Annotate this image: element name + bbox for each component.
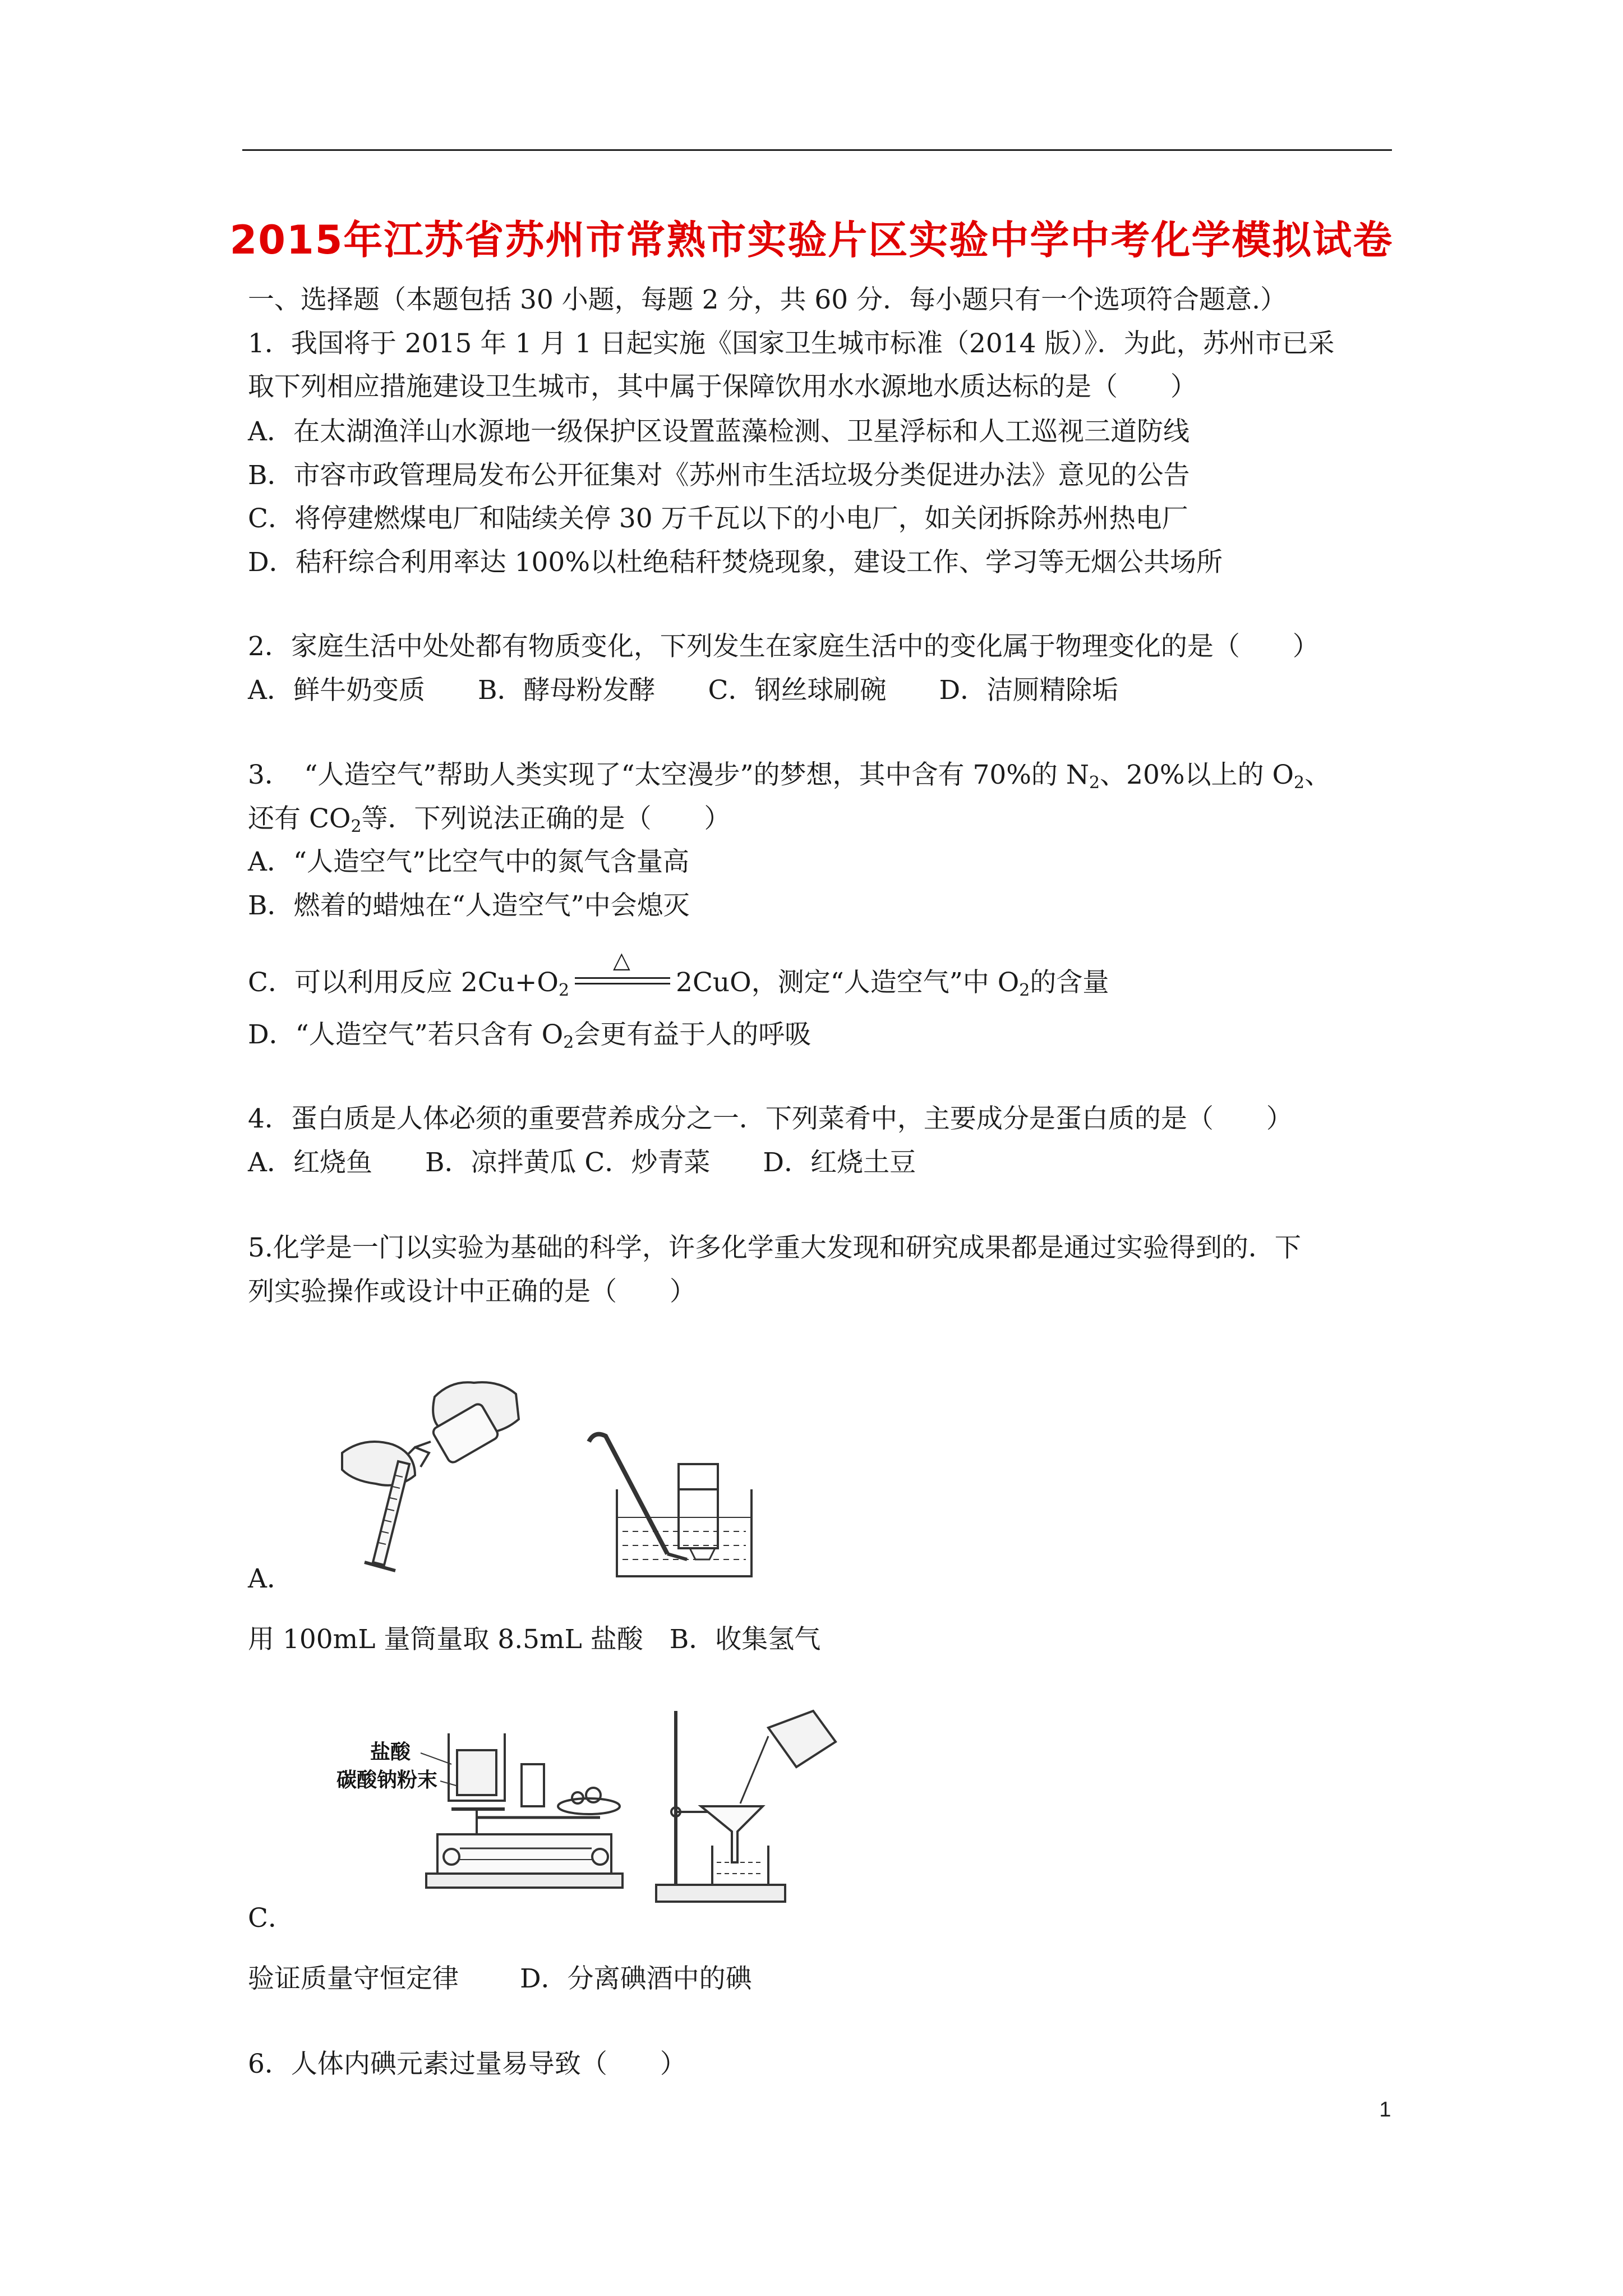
q5-stem-line1: 5.化学是一门以实验为基础的科学，许多化学重大发现和研究成果都是通过实验得到的．下	[248, 1232, 1301, 1263]
q1-stem-line2: 取下列相应措施建设卫生城市，其中属于保障饮用水水源地水质达标的是（ ）	[248, 371, 1197, 402]
q3-option-c: C．可以利用反应 $2Cu+O_2$ △ 2CuO，测定“人造空气”中 $O_2$的含量	[248, 947, 1109, 1000]
reaction-condition-arrow: △	[569, 966, 676, 1000]
q2-stem: 2．家庭生活中处处都有物质变化，下列发生在家庭生活中的变化属于物理变化的是（ ）	[248, 631, 1319, 662]
q5-stem-line2: 列实验操作或设计中正确的是（ ）	[248, 1276, 696, 1307]
q1-option-d: D．秸秆综合利用率达 100%以杜绝秸秆焚烧现象，建设工作、学习等无烟公共场所	[248, 547, 1223, 578]
q3-stem-line2: 还有 $CO_2$等．下列说法正确的是（ ）	[248, 803, 731, 836]
q6-stem: 6．人体内碘元素过量易导致（ ）	[248, 2049, 686, 2079]
q1-stem-line1: 1．我国将于 2015 年 1 月 1 日起实施《国家卫生城市标准（2014 版）》．为此，苏州市已采	[248, 328, 1335, 359]
fig-c-label-hcl: 盐酸	[370, 1741, 411, 1764]
q1-option-a: A．在太湖渔洋山水源地一级保护区设置蓝藻检测、卫星浮标和人工巡视三道防线	[248, 416, 1189, 447]
q5-label-a: A．	[248, 1563, 293, 1594]
q3-stem-line1: 3． “人造空气”帮助人类实现了“太空漫步”的梦想，其中含有 70%的 $N_2$、20%以上的 $O_2$、	[248, 760, 1331, 793]
figure-c-balance	[336, 1711, 651, 1896]
q4-stem: 4．蛋白质是人体必须的重要营养成分之一．下列菜肴中，主要成分是蛋白质的是（ ）	[248, 1103, 1293, 1134]
figure-a-cylinder-pouring	[331, 1369, 527, 1576]
header-rule	[242, 149, 1392, 151]
figure-b-gas-collection	[583, 1425, 768, 1582]
q3-option-d: D．“人造空气”若只含有 $O_2$会更有益于人的呼吸	[248, 1019, 811, 1052]
q3-option-a: A．“人造空气”比空气中的氮气含量高	[248, 846, 689, 877]
q3-option-b: B．燃着的蜡烛在“人造空气”中会熄灭	[248, 890, 690, 921]
exam-title: 2015年江苏省苏州市常熟市实验片区实验中学中考化学模拟试卷	[229, 217, 1394, 263]
q4-options: A．红烧鱼 B．凉拌黄瓜 C．炒青菜 D．红烧土豆	[248, 1147, 916, 1178]
page-number: 1	[1379, 2098, 1391, 2122]
section-heading: 一、选择题（本题包括 30 小题，每题 2 分，共 60 分．每小题只有一个选项符合题意.）	[248, 284, 1287, 315]
fig-c-label-na2co3: 碳酸钠粉末	[336, 1769, 438, 1792]
q5-caption-cd: 验证质量守恒定律 D．分离碘酒中的碘	[248, 1963, 752, 1994]
q1-option-b: B．市容市政管理局发布公开征集对《苏州市生活垃圾分类促进办法》意见的公告	[248, 460, 1190, 491]
figure-d-filtration	[651, 1705, 841, 1907]
q1-option-c: C．将停建燃煤电厂和陆续关停 30 万千瓦以下的小电厂，如关闭拆除苏州热电厂	[248, 503, 1188, 534]
q2-options: A．鲜牛奶变质 B．酵母粉发酵 C．钢丝球刷碗 D．洁厕精除垢	[248, 675, 1119, 706]
q5-caption-ab: 用 100mL 量筒量取 8.5mL 盐酸 B．收集氢气	[248, 1624, 821, 1655]
q5-label-c: C．	[248, 1903, 294, 1934]
